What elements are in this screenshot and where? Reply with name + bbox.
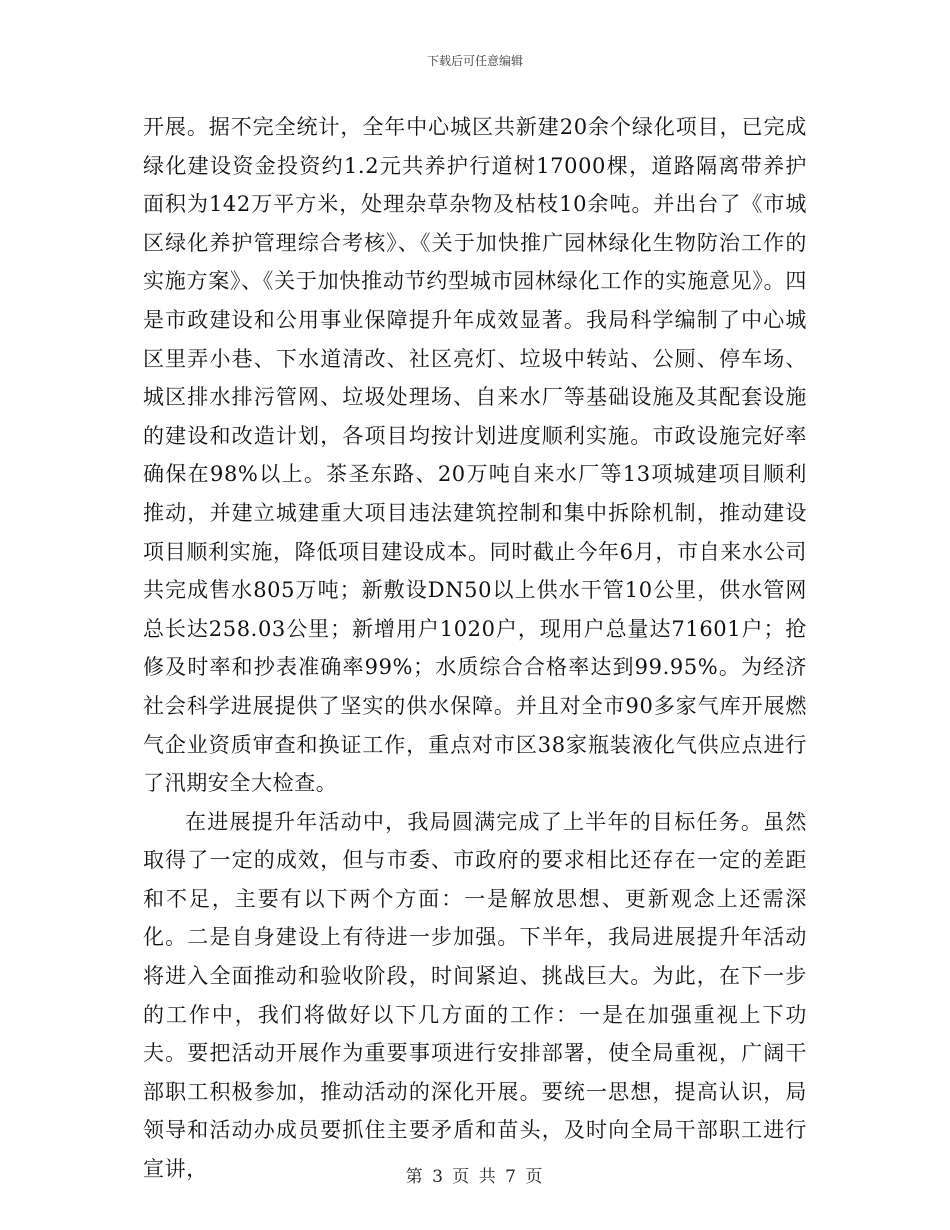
paragraph-progress-summary: 在进展提升年活动中，我局圆满完成了上半年的目标任务。虽然取得了一定的成效，但与市委、市政府的要求相比还存在一定的差距和不足，主要有以下两个方面：一是解放思想、更新观念上还需深化。二是自身建设上有待进一步加强。下半年，我局进展提升年活动将进入全面推动和验收阶段，时间紧迫、挑战巨大。为此，在下一步的工作中，我们将做好以下几方面的工作：一是在加强重视上下功夫。要把活动开展作为重要事项进行安排部署，使全局重视，广阔干部职工积极参加，推动活动的深化开展。要统一思想，提高认识，局领导和活动办成员要抓住主要矛盾和苗头，及时向全局干部职工进行宣讲， (143, 809, 807, 1182)
page-number: 第 3 页 共 7 页 (405, 1167, 545, 1187)
page-header: 下载后可任意编辑 (426, 54, 523, 68)
paragraph-continued: 开展。据不完全统计，全年中心城区共新建20余个绿化项目，已完成绿化建设资金投资约1.2元共养护行道树17000棵，道路隔离带养护面积为142万平方米，处理杂草杂物及枯枝10余吨。并出台了《市城区绿化养护管理综合考核》、《关于加快推广园林绿化生物防治工作的实施方案》、《关于加快推动节约型城市园林绿化工作的实施意见》。四是市政建设和公用事业保障提升年成效显著。我局科学编制了中心城区里弄小巷、下水道清改、社区亮灯、垃圾中转站、公厕、停车场、城区排水排污管网、垃圾处理场、自来水厂等基础设施及其配套设施的建设和改造计划，各项目均按计划进度顺利实施。市政设施完好率确保在98%以上。茶圣东路、20万吨自来水厂等13项城建项目顺利推动，并建立城建重大项目违法建筑控制和集中拆除机制，推动建设项目顺利实施，降低项目建设成本。同时截止今年6月，市自来水公司共完成售水805万吨；新敷设DN50以上供水干管10公里，供水管网总长达258.03公里；新增用户1020户，现用户总量达71601户；抢修及时率和抄表准确率99%；水质综合合格率达到99.95%。为经济社会科学进展提供了坚实的供水保障。并且对全市90多家气库开展燃气企业资质审查和换证工作，重点对市区38家瓶装液化气供应点进行了汛期安全大检查。 (143, 115, 807, 796)
document-body (143, 108, 807, 1189)
